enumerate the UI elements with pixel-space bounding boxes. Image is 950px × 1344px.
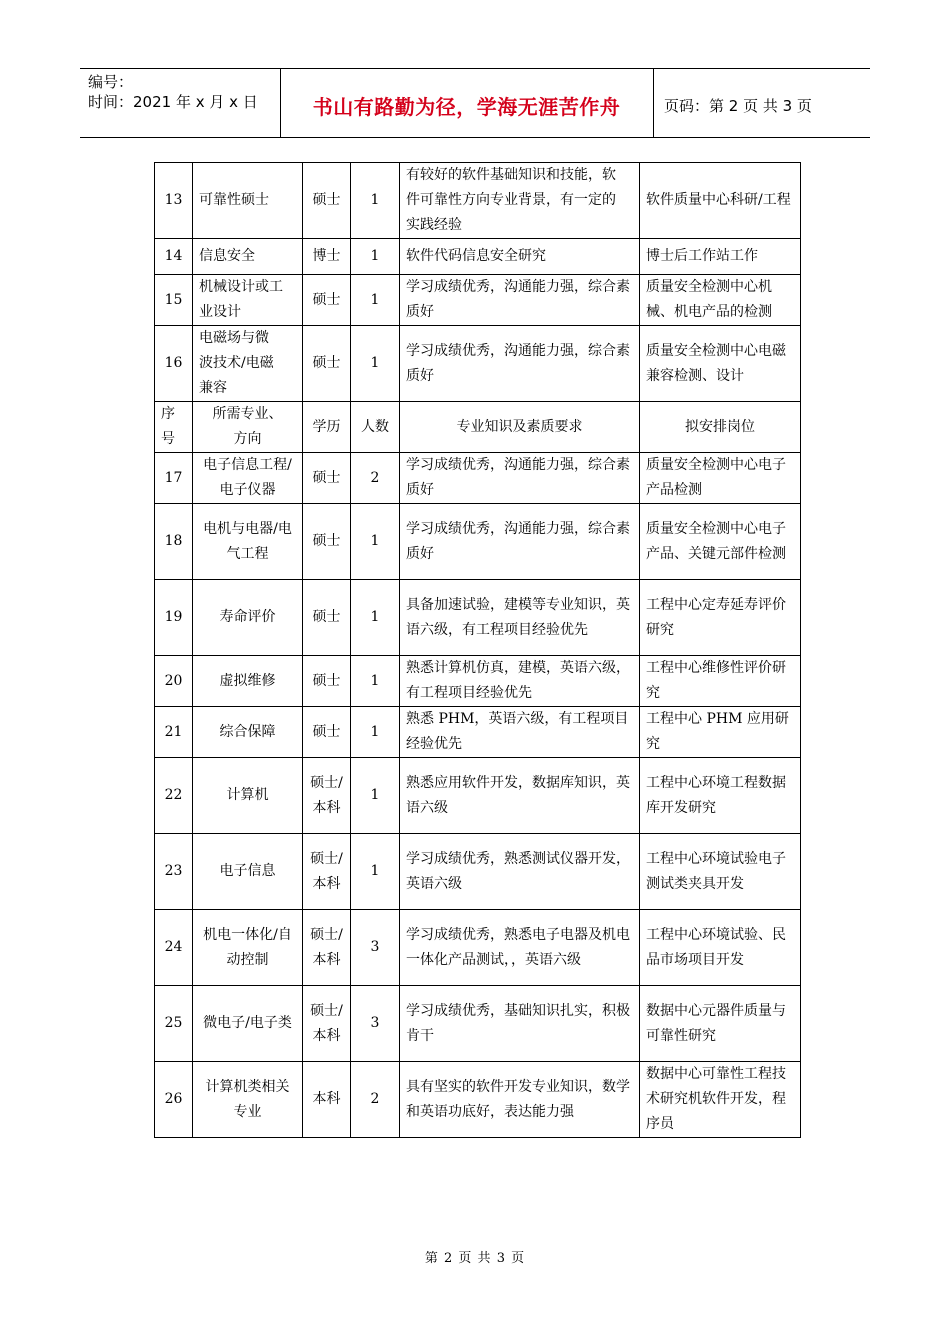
header-degree: 学历 (303, 402, 351, 453)
row-requirements: 熟悉 PHM，英语六级，有工程项目经验优先 (400, 707, 640, 758)
row-count: 1 (351, 580, 400, 656)
row-requirements: 学习成绩优秀，沟通能力强，综合素质好 (400, 275, 640, 326)
table-row (155, 239, 801, 275)
row-no: 23 (155, 834, 193, 910)
row-no: 18 (155, 504, 193, 580)
row-no: 22 (155, 758, 193, 834)
table-row (155, 834, 801, 910)
row-no: 16 (155, 326, 193, 402)
row-major: 寿命评价 (193, 580, 303, 656)
row-count: 1 (351, 834, 400, 910)
row-major: 微电子/电子类 (193, 986, 303, 1062)
header-post: 拟安排岗位 (640, 402, 801, 453)
row-no: 25 (155, 986, 193, 1062)
table-row (155, 758, 801, 834)
row-post: 博士后工作站工作 (640, 239, 801, 275)
row-count: 2 (351, 1062, 400, 1138)
row-no: 15 (155, 275, 193, 326)
row-degree: 硕士/本科 (303, 834, 351, 910)
row-major: 信息安全 (193, 239, 303, 275)
page-header (80, 68, 870, 138)
row-requirements: 学习成绩优秀，沟通能力强，综合素质好 (400, 504, 640, 580)
row-requirements: 有较好的软件基础知识和技能，软件可靠性方向专业背景，有一定的实践经验 (400, 163, 640, 239)
row-count: 1 (351, 326, 400, 402)
row-major: 电磁场与微波技术/电磁兼容 (193, 326, 303, 402)
row-requirements: 具有坚实的软件开发专业知识，数学和英语功底好，表达能力强 (400, 1062, 640, 1138)
row-post: 工程中心 PHM 应用研究 (640, 707, 801, 758)
table-row (155, 910, 801, 986)
page-label: 页码：第 2 页 共 3 页 (664, 97, 812, 115)
table-row (155, 453, 801, 504)
row-degree: 硕士 (303, 580, 351, 656)
row-major: 可靠性硕士 (193, 163, 303, 239)
row-major: 机电一体化/自动控制 (193, 910, 303, 986)
row-post: 工程中心维修性评价研究 (640, 656, 801, 707)
row-requirements: 学习成绩优秀，沟通能力强，综合素质好 (400, 453, 640, 504)
row-post: 数据中心元器件质量与可靠性研究 (640, 986, 801, 1062)
row-no: 13 (155, 163, 193, 239)
row-requirements: 学习成绩优秀，熟悉电子电器及机电一体化产品测试，，英语六级 (400, 910, 640, 986)
header-motto: 书山有路勤为径，学海无涯苦作舟 (312, 95, 621, 119)
row-post: 质量安全检测中心电子产品检测 (640, 453, 801, 504)
row-degree: 硕士 (303, 326, 351, 402)
row-post: 质量安全检测中心电子产品、关键元部件检测 (640, 504, 801, 580)
row-count: 1 (351, 239, 400, 275)
row-degree: 本科 (303, 1062, 351, 1138)
header-major: 所需专业、方向 (193, 402, 303, 453)
row-count: 1 (351, 275, 400, 326)
table-row (155, 163, 801, 239)
row-degree: 硕士 (303, 275, 351, 326)
header-requirements: 专业知识及素质要求 (400, 402, 640, 453)
row-degree: 硕士/本科 (303, 910, 351, 986)
row-count: 3 (351, 986, 400, 1062)
row-major: 计算机 (193, 758, 303, 834)
row-post: 软件质量中心科研/工程 (640, 163, 801, 239)
table-row (155, 1062, 801, 1138)
row-degree: 硕士 (303, 163, 351, 239)
table-row (155, 504, 801, 580)
header-count: 人数 (351, 402, 400, 453)
row-no: 24 (155, 910, 193, 986)
row-degree: 硕士 (303, 453, 351, 504)
number-label: 编号： (88, 73, 134, 91)
row-major: 综合保障 (193, 707, 303, 758)
row-requirements: 学习成绩优秀，熟悉测试仪器开发，英语六级 (400, 834, 640, 910)
row-count: 3 (351, 910, 400, 986)
row-degree: 硕士 (303, 707, 351, 758)
row-count: 1 (351, 504, 400, 580)
table-row (155, 656, 801, 707)
row-requirements: 熟悉应用软件开发，数据库知识，英语六级 (400, 758, 640, 834)
row-count: 1 (351, 707, 400, 758)
recruitment-table (154, 162, 801, 1138)
table-row (155, 326, 801, 402)
row-post: 质量安全检测中心机械、机电产品的检测 (640, 275, 801, 326)
row-requirements: 软件代码信息安全研究 (400, 239, 640, 275)
row-post: 工程中心环境工程数据库开发研究 (640, 758, 801, 834)
row-major: 电机与电器/电气工程 (193, 504, 303, 580)
row-major: 机械设计或工业设计 (193, 275, 303, 326)
table-row (155, 986, 801, 1062)
row-degree: 硕士/本科 (303, 758, 351, 834)
row-no: 21 (155, 707, 193, 758)
table-row (155, 580, 801, 656)
row-major: 计算机类相关专业 (193, 1062, 303, 1138)
row-major: 电子信息工程/电子仪器 (193, 453, 303, 504)
table-header-row (155, 402, 801, 453)
row-count: 2 (351, 453, 400, 504)
row-major: 虚拟维修 (193, 656, 303, 707)
row-requirements: 学习成绩优秀，基础知识扎实，积极肯干 (400, 986, 640, 1062)
row-degree: 硕士 (303, 656, 351, 707)
row-no: 14 (155, 239, 193, 275)
row-degree: 硕士/本科 (303, 986, 351, 1062)
row-degree: 硕士 (303, 504, 351, 580)
row-degree: 博士 (303, 239, 351, 275)
row-no: 20 (155, 656, 193, 707)
time-label: 时间：2021 年 x 月 x 日 (88, 93, 258, 111)
row-count: 1 (351, 656, 400, 707)
row-post: 工程中心定寿延寿评价研究 (640, 580, 801, 656)
row-requirements: 熟悉计算机仿真，建模，英语六级，有工程项目经验优先 (400, 656, 640, 707)
row-requirements: 具备加速试验，建模等专业知识，英语六级，有工程项目经验优先 (400, 580, 640, 656)
row-post: 数据中心可靠性工程技术研究机软件开发，程序员 (640, 1062, 801, 1138)
header-no: 序号 (155, 402, 193, 453)
row-no: 17 (155, 453, 193, 504)
table-row (155, 707, 801, 758)
row-post: 质量安全检测中心电磁兼容检测、设计 (640, 326, 801, 402)
row-no: 26 (155, 1062, 193, 1138)
table-row (155, 275, 801, 326)
row-requirements: 学习成绩优秀，沟通能力强，综合素质好 (400, 326, 640, 402)
page-footer: 第 2 页 共 3 页 (424, 1251, 526, 1266)
row-post: 工程中心环境试验电子测试类夹具开发 (640, 834, 801, 910)
row-count: 1 (351, 758, 400, 834)
row-count: 1 (351, 163, 400, 239)
row-post: 工程中心环境试验、民品市场项目开发 (640, 910, 801, 986)
row-no: 19 (155, 580, 193, 656)
row-major: 电子信息 (193, 834, 303, 910)
header-divider (653, 69, 654, 137)
